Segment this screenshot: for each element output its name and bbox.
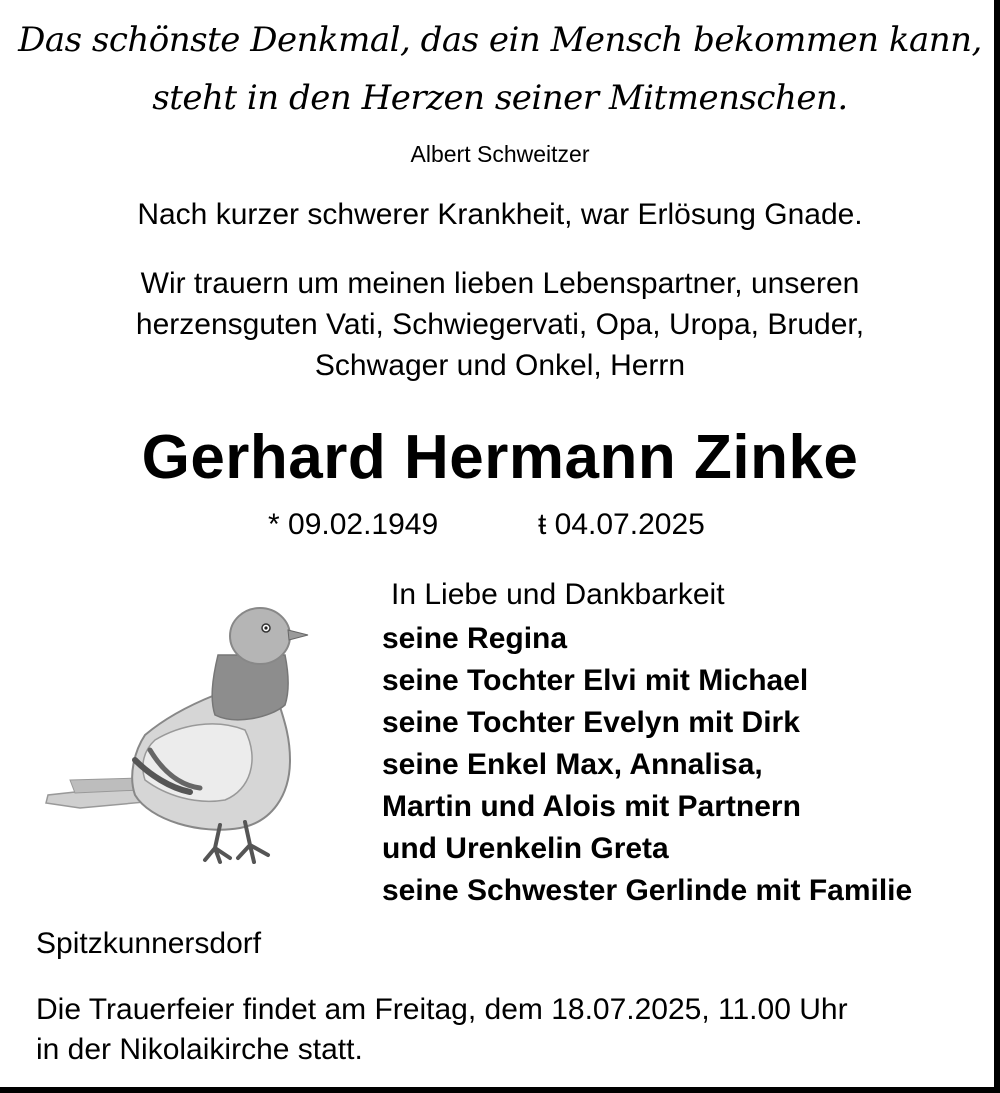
funeral-line: in der Nikolaikirche statt.	[36, 1033, 363, 1066]
list-item: seine Tochter Elvi mit Michael	[382, 664, 809, 697]
mourners-list	[382, 618, 912, 912]
funeral-info	[36, 990, 848, 1070]
quote-author: Albert Schweitzer	[410, 141, 590, 167]
quote-line-2: steht in den Herzen seiner Mitmenschen.	[152, 78, 848, 118]
intro-text: Nach kurzer schwerer Krankheit, war Erlösung Gnade.	[137, 198, 863, 231]
list-item: Martin und Alois mit Partnern	[382, 790, 801, 823]
death-date: ŧ 04.07.2025	[538, 508, 705, 541]
mourning-line: Wir trauern um meinen lieben Lebenspartner, unseren	[140, 267, 860, 300]
birth-date: * 09.02.1949	[268, 508, 439, 541]
mourning-text	[0, 263, 1000, 386]
list-item: seine Tochter Evelyn mit Dirk	[382, 706, 800, 739]
mourning-line: Schwager und Onkel, Herrn	[314, 349, 686, 382]
gratitude-line: In Liebe und Dankbarkeit	[391, 578, 725, 611]
list-item: seine Enkel Max, Annalisa,	[382, 748, 763, 781]
list-item: seine Regina	[382, 622, 568, 655]
list-item: und Urenkelin Greta	[382, 832, 669, 865]
deceased-name: Gerhard Hermann Zinke	[141, 423, 859, 492]
mourning-line: herzensguten Vati, Schwiegervati, Opa, Uropa, Bruder,	[135, 308, 865, 341]
place-name: Spitzkunnersdorf	[36, 927, 262, 960]
list-item: seine Schwester Gerlinde mit Familie	[382, 874, 913, 907]
pigeon-icon	[40, 600, 320, 880]
funeral-line: Die Trauerfeier findet am Freitag, dem 18.07.2025, 11.00 Uhr	[36, 993, 848, 1026]
quote-line-1: Das schönste Denkmal, das ein Mensch bekommen kann,	[18, 20, 982, 60]
